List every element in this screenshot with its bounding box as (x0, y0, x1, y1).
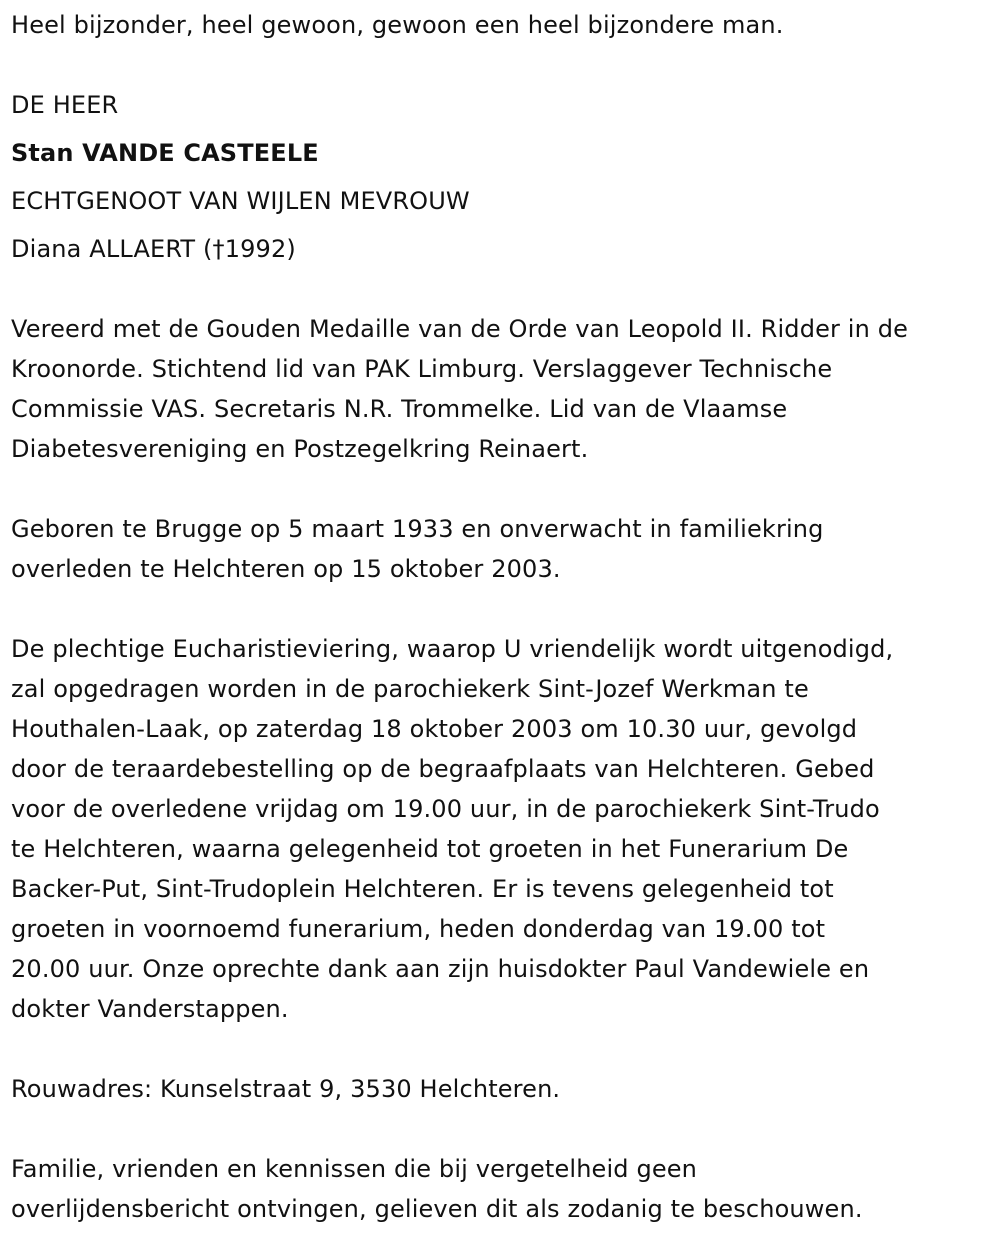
ceremony-line: 20.00 uur. Onze oprechte dank aan zijn huisdokter Paul Vandewiele en (11, 955, 870, 983)
cross-icon: † (212, 235, 225, 263)
ceremony-line: te Helchteren, waarna gelegenheid tot groeten in het Funerarium De (11, 835, 849, 863)
spouse-name: Diana ALLAERT (11, 235, 196, 263)
ceremony-line: voor de overledene vrijdag om 19.00 uur, in de parochiekerk Sint-Trudo (11, 795, 880, 823)
relation-line: ECHTGENOOT VAN WIJLEN MEVROUW (11, 187, 470, 215)
ceremony-line: De plechtige Eucharistieviering, waarop U vriendelijk wordt uitgenodigd, (11, 635, 894, 663)
deceased-name: Stan VANDE CASTEELE (11, 139, 319, 167)
title-line: DE HEER (11, 91, 119, 119)
honours-line: Commissie VAS. Secretaris N.R. Trommelke. Lid van de Vlaamse (11, 395, 788, 423)
close-paren: ) (286, 235, 296, 263)
ceremony-line: groeten in voornoemd funerarium, heden donderdag van 19.00 tot (11, 915, 826, 943)
ceremony-line: dokter Vanderstappen. (11, 995, 289, 1023)
closing-line: overlijdensbericht ontvingen, gelieven dit als zodanig te beschouwen. (11, 1195, 863, 1223)
birth-death-line: Geboren te Brugge op 5 maart 1933 en onverwacht in familiekring (11, 515, 824, 543)
ceremony-line: zal opgedragen worden in de parochiekerk Sint-Jozef Werkman te (11, 675, 809, 703)
motto-line: Heel bijzonder, heel gewoon, gewoon een heel bijzondere man. (11, 11, 784, 39)
honours-line: Vereerd met de Gouden Medaille van de Orde van Leopold II. Ridder in de (11, 315, 909, 343)
ceremony-line: Backer-Put, Sint-Trudoplein Helchteren. Er is tevens gelegenheid tot (11, 875, 834, 903)
spouse-death-year: 1992 (224, 235, 287, 263)
ceremony-line: door de teraardebestelling op de begraafplaats van Helchteren. Gebed (11, 755, 875, 783)
honours-line: Diabetesvereniging en Postzegelkring Reinaert. (11, 435, 589, 463)
spouse-line (11, 229, 296, 269)
honours-line: Kroonorde. Stichtend lid van PAK Limburg. Verslaggever Technische (11, 355, 833, 383)
birth-death-line: overleden te Helchteren op 15 oktober 2003. (11, 555, 561, 583)
ceremony-line: Houthalen-Laak, op zaterdag 18 oktober 2003 om 10.30 uur, gevolgd (11, 715, 858, 743)
closing-line: Familie, vrienden en kennissen die bij vergetelheid geen (11, 1155, 698, 1183)
mourning-address: Rouwadres: Kunselstraat 9, 3530 Helchteren. (11, 1075, 561, 1103)
open-paren: ( (203, 235, 213, 263)
